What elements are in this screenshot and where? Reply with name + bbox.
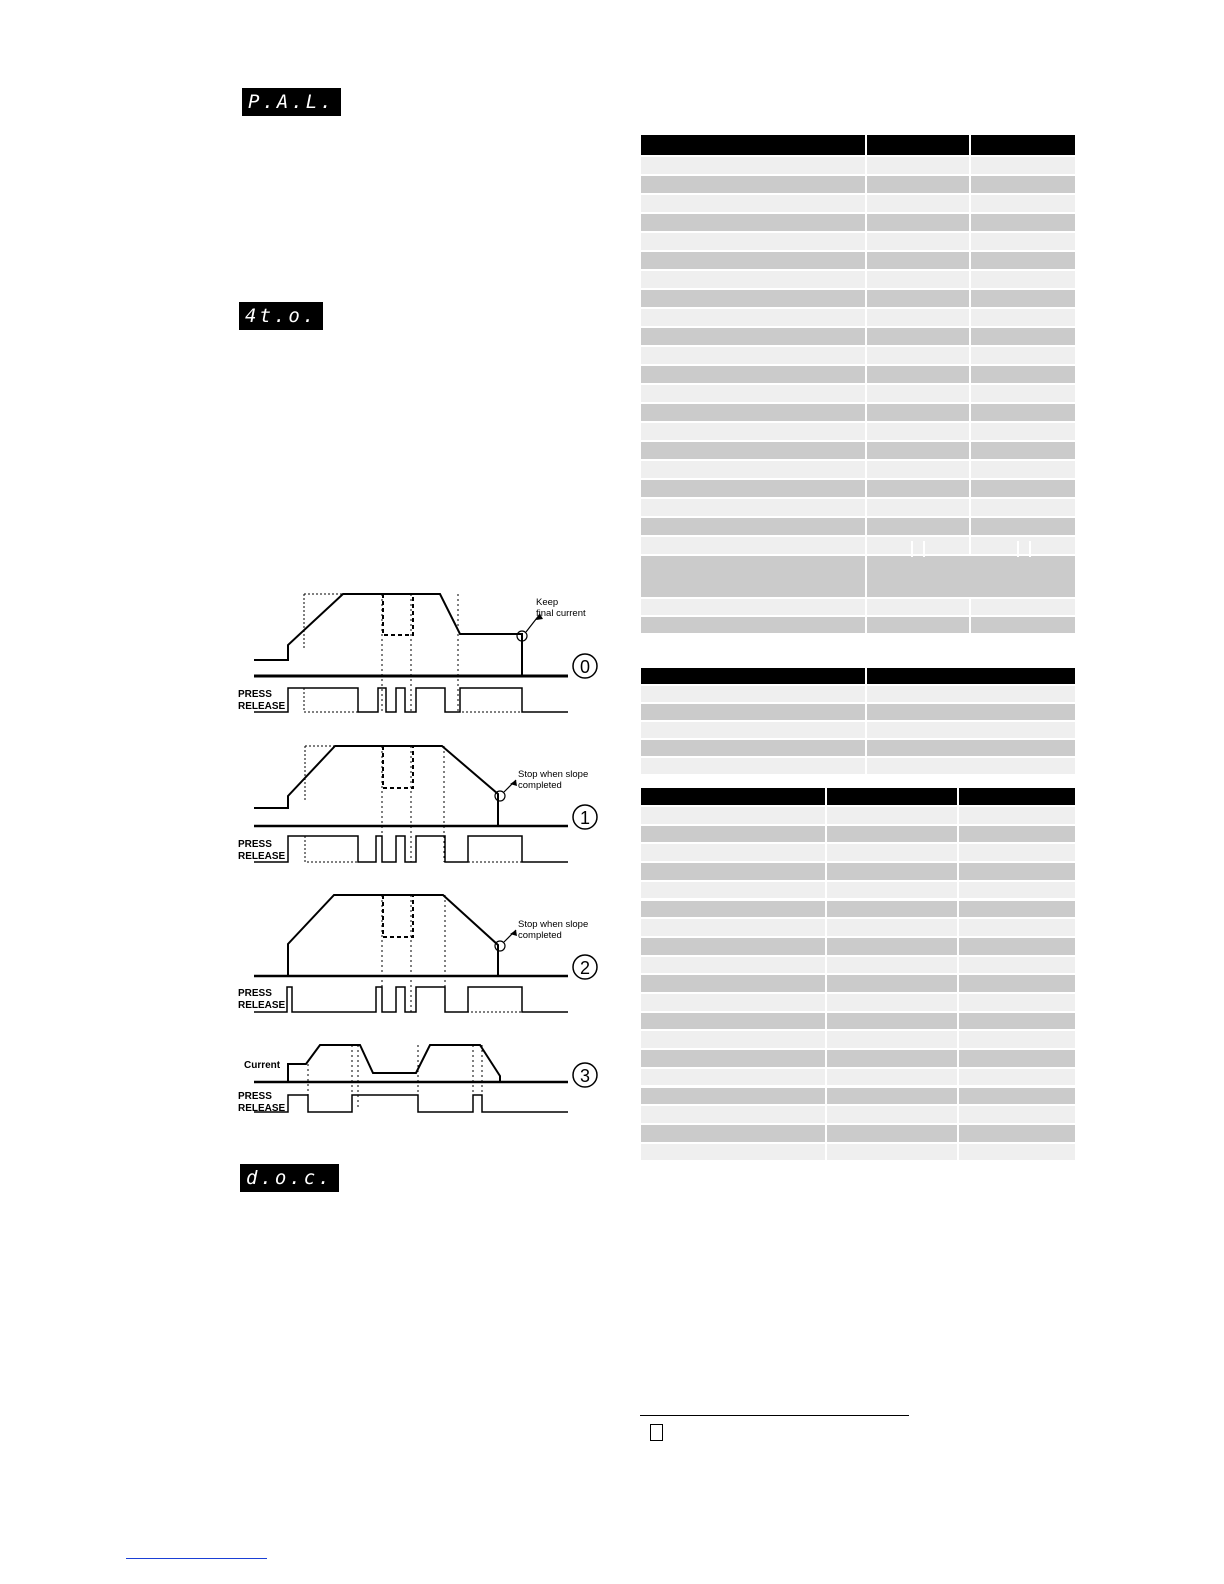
table-row xyxy=(641,556,1075,597)
table-cell xyxy=(641,668,865,684)
table-cell xyxy=(641,788,825,805)
table-cell xyxy=(827,1031,957,1048)
table-cell xyxy=(641,385,865,402)
table-cell xyxy=(827,1106,957,1123)
table-cell xyxy=(641,1106,825,1123)
table-row xyxy=(641,385,1075,402)
table-row xyxy=(641,1069,1075,1086)
table-cell xyxy=(867,442,969,459)
table-row xyxy=(641,617,1075,633)
table-row xyxy=(641,704,1075,720)
table-cell xyxy=(959,1106,1075,1123)
table-cell xyxy=(867,617,969,633)
table-cell xyxy=(971,617,1075,633)
table-row xyxy=(641,537,1075,554)
mode-2-label: 2 xyxy=(579,958,591,978)
table-cell xyxy=(641,1144,825,1161)
table-cell xyxy=(641,366,865,383)
table-cell xyxy=(971,599,1075,615)
table-cell xyxy=(827,863,957,880)
table-cell xyxy=(971,290,1075,307)
table-row xyxy=(641,347,1075,364)
current-label: Current xyxy=(244,1060,281,1071)
table-cell xyxy=(867,176,969,193)
table-cell xyxy=(641,404,865,421)
table-cell xyxy=(641,740,865,756)
table-row xyxy=(641,1031,1075,1048)
table-row xyxy=(641,740,1075,756)
table-cell xyxy=(641,176,865,193)
table-cell xyxy=(827,826,957,843)
table-cell xyxy=(959,1144,1075,1161)
table-row xyxy=(641,214,1075,231)
table-row xyxy=(641,938,1075,955)
table-cell xyxy=(959,901,1075,918)
table-cell xyxy=(641,704,865,720)
table-cell xyxy=(867,135,969,155)
table-row xyxy=(641,442,1075,459)
table-cell xyxy=(867,461,969,478)
table-cell xyxy=(867,366,969,383)
hyperlink-underline[interactable] xyxy=(126,1558,267,1559)
table-cell xyxy=(971,480,1075,497)
table-header-row xyxy=(641,135,1075,155)
table-cell xyxy=(827,882,957,899)
table-cell xyxy=(971,195,1075,212)
table-row xyxy=(641,157,1075,174)
mode-1-label: 1 xyxy=(579,808,591,828)
table-cell xyxy=(641,480,865,497)
table-cell xyxy=(641,135,865,155)
table-cell xyxy=(641,423,865,440)
table-row xyxy=(641,826,1075,843)
keep-label-1: Keep xyxy=(536,597,559,608)
table-cell xyxy=(827,975,957,992)
table-header-row xyxy=(641,668,1075,684)
table-cell xyxy=(971,442,1075,459)
cell-divider-mark xyxy=(1017,541,1019,557)
table-cell xyxy=(641,328,865,345)
table-cell xyxy=(959,788,1075,805)
table-cell xyxy=(867,309,969,326)
mode-0-current-curve xyxy=(254,594,568,712)
table-row xyxy=(641,686,1075,702)
table-row xyxy=(641,309,1075,326)
table-cell xyxy=(641,1050,825,1067)
table-row xyxy=(641,518,1075,535)
table-row xyxy=(641,233,1075,250)
mode-0-label: 0 xyxy=(579,657,591,677)
table-row xyxy=(641,758,1075,774)
table-header-row xyxy=(641,788,1075,805)
table-cell xyxy=(641,758,865,774)
cell-divider-mark xyxy=(911,541,913,557)
table-cell xyxy=(641,1088,825,1105)
table-cell xyxy=(641,442,865,459)
table-cell xyxy=(867,518,969,535)
mode-1-current-curve xyxy=(254,746,568,862)
table-cell xyxy=(641,1013,825,1030)
table-cell xyxy=(641,157,865,174)
table-row xyxy=(641,1088,1075,1105)
table-cell xyxy=(641,271,865,288)
table-cell xyxy=(971,328,1075,345)
table-cell xyxy=(641,957,825,974)
table-cell xyxy=(641,556,865,597)
table-cell xyxy=(867,404,969,421)
table-row xyxy=(641,176,1075,193)
table-row xyxy=(641,499,1075,516)
table-row xyxy=(641,1050,1075,1067)
doc-display-badge: d.o.c. xyxy=(240,1164,339,1192)
four-stroke-display-badge: 4t.o. xyxy=(239,302,323,330)
stop-label-1b: completed xyxy=(518,780,562,791)
table-row xyxy=(641,461,1075,478)
table-cell xyxy=(827,1144,957,1161)
table-cell xyxy=(827,957,957,974)
table-cell xyxy=(641,975,825,992)
table-cell xyxy=(971,309,1075,326)
table-cell xyxy=(959,844,1075,861)
table-cell xyxy=(827,1088,957,1105)
table-cell xyxy=(959,1125,1075,1142)
table-cell xyxy=(959,975,1075,992)
table-cell xyxy=(641,195,865,212)
pal-display-badge: P.A.L. xyxy=(242,88,341,116)
cell-divider-mark xyxy=(1029,541,1031,557)
table-cell xyxy=(827,938,957,955)
table-cell xyxy=(867,195,969,212)
table-cell xyxy=(641,518,865,535)
table-cell xyxy=(641,1069,825,1086)
table-cell xyxy=(867,290,969,307)
table-cell xyxy=(971,214,1075,231)
table-cell xyxy=(959,1069,1075,1086)
table-cell xyxy=(641,252,865,269)
table-cell xyxy=(641,1031,825,1048)
table-cell xyxy=(641,844,825,861)
table-cell xyxy=(971,366,1075,383)
table-cell xyxy=(959,863,1075,880)
table-cell xyxy=(971,252,1075,269)
trigger-mode-diagram xyxy=(232,578,604,1123)
table-cell xyxy=(641,290,865,307)
table-row xyxy=(641,882,1075,899)
table-cell xyxy=(641,309,865,326)
table-cell xyxy=(641,938,825,955)
table-cell xyxy=(971,518,1075,535)
table-cell xyxy=(827,788,957,805)
release-label-2: RELEASE xyxy=(238,1000,286,1011)
stop-label-1a: Stop when slope xyxy=(518,769,589,780)
table-cell xyxy=(641,599,865,615)
table-cell xyxy=(641,722,865,738)
table-row xyxy=(641,599,1075,615)
table-row xyxy=(641,195,1075,212)
table-cell xyxy=(867,480,969,497)
table-cell xyxy=(827,1013,957,1030)
table-cell xyxy=(971,271,1075,288)
table-cell xyxy=(867,423,969,440)
table-cell xyxy=(867,271,969,288)
table-cell xyxy=(867,758,1075,774)
table-cell xyxy=(971,423,1075,440)
table-cell xyxy=(641,233,865,250)
table-cell xyxy=(867,599,969,615)
table-cell xyxy=(641,537,865,554)
table-cell xyxy=(971,385,1075,402)
table-cell xyxy=(641,826,825,843)
table-cell xyxy=(827,1125,957,1142)
press-label-2: PRESS xyxy=(238,988,272,999)
press-label-1: PRESS xyxy=(238,839,272,850)
table-row xyxy=(641,807,1075,824)
table-cell xyxy=(827,994,957,1011)
table-cell xyxy=(827,919,957,936)
release-label-3: RELEASE xyxy=(238,1103,286,1114)
table-cell xyxy=(867,347,969,364)
table-row xyxy=(641,975,1075,992)
table-cell xyxy=(971,233,1075,250)
table-cell xyxy=(641,1125,825,1142)
release-label-0: RELEASE xyxy=(238,701,286,712)
table-cell xyxy=(971,135,1075,155)
table-cell xyxy=(641,863,825,880)
footnote-checkbox-icon xyxy=(650,1424,663,1441)
table-cell xyxy=(971,157,1075,174)
table-cell xyxy=(959,1013,1075,1030)
table-cell xyxy=(867,668,1075,684)
table-row xyxy=(641,480,1075,497)
footnote-rule xyxy=(640,1415,909,1416)
table-cell xyxy=(867,385,969,402)
table-cell xyxy=(867,704,1075,720)
table-cell xyxy=(641,461,865,478)
table-row xyxy=(641,366,1075,383)
release-label-1: RELEASE xyxy=(238,851,286,862)
table-cell xyxy=(867,233,969,250)
table-row xyxy=(641,290,1075,307)
table-cell xyxy=(641,686,865,702)
table-cell xyxy=(971,537,1075,554)
table-row xyxy=(641,957,1075,974)
table-row xyxy=(641,423,1075,440)
table-cell xyxy=(641,617,865,633)
table-cell xyxy=(827,807,957,824)
table-row xyxy=(641,994,1075,1011)
table-cell xyxy=(867,157,969,174)
table-row xyxy=(641,271,1075,288)
table-cell xyxy=(959,919,1075,936)
table-cell xyxy=(971,404,1075,421)
table-row xyxy=(641,1106,1075,1123)
table-cell xyxy=(641,214,865,231)
table-row xyxy=(641,1125,1075,1142)
table-cell xyxy=(971,461,1075,478)
press-label-0: PRESS xyxy=(238,689,272,700)
cell-divider-mark xyxy=(923,541,925,557)
mode-3-label: 3 xyxy=(579,1066,591,1086)
table-cell xyxy=(971,347,1075,364)
table-cell xyxy=(971,499,1075,516)
table-cell xyxy=(641,901,825,918)
table-row xyxy=(641,404,1075,421)
table-row xyxy=(641,328,1075,345)
table-cell xyxy=(959,807,1075,824)
table-cell xyxy=(827,1050,957,1067)
press-label-3: PRESS xyxy=(238,1091,272,1102)
table-row xyxy=(641,722,1075,738)
table-cell xyxy=(641,807,825,824)
table-cell xyxy=(827,901,957,918)
table-cell xyxy=(641,347,865,364)
table-cell xyxy=(971,176,1075,193)
table-cell xyxy=(867,722,1075,738)
table-cell xyxy=(641,499,865,516)
table-row xyxy=(641,863,1075,880)
table-cell xyxy=(641,882,825,899)
table-cell xyxy=(959,994,1075,1011)
mode-2-current-curve xyxy=(254,895,568,1012)
table-row xyxy=(641,901,1075,918)
stop-label-2b: completed xyxy=(518,930,562,941)
table-cell xyxy=(867,686,1075,702)
table-cell xyxy=(867,214,969,231)
table-cell xyxy=(867,537,969,554)
table-cell xyxy=(959,1088,1075,1105)
table-cell xyxy=(867,499,969,516)
table-cell xyxy=(867,556,1075,597)
table-row xyxy=(641,1144,1075,1161)
stop-label-2a: Stop when slope xyxy=(518,919,589,930)
table-cell xyxy=(641,919,825,936)
table-row xyxy=(641,1013,1075,1030)
table-cell xyxy=(867,740,1075,756)
table-cell xyxy=(959,957,1075,974)
mode-3-current-curve xyxy=(254,1045,568,1112)
table-cell xyxy=(959,1050,1075,1067)
table-cell xyxy=(959,1031,1075,1048)
keep-label-2: final current xyxy=(536,608,586,619)
table-cell xyxy=(959,826,1075,843)
table-cell xyxy=(867,328,969,345)
table-cell xyxy=(959,882,1075,899)
table-row xyxy=(641,919,1075,936)
table-row xyxy=(641,844,1075,861)
table-cell xyxy=(641,994,825,1011)
table-cell xyxy=(867,252,969,269)
table-cell xyxy=(827,844,957,861)
table-cell xyxy=(959,938,1075,955)
table-row xyxy=(641,252,1075,269)
table-cell xyxy=(827,1069,957,1086)
